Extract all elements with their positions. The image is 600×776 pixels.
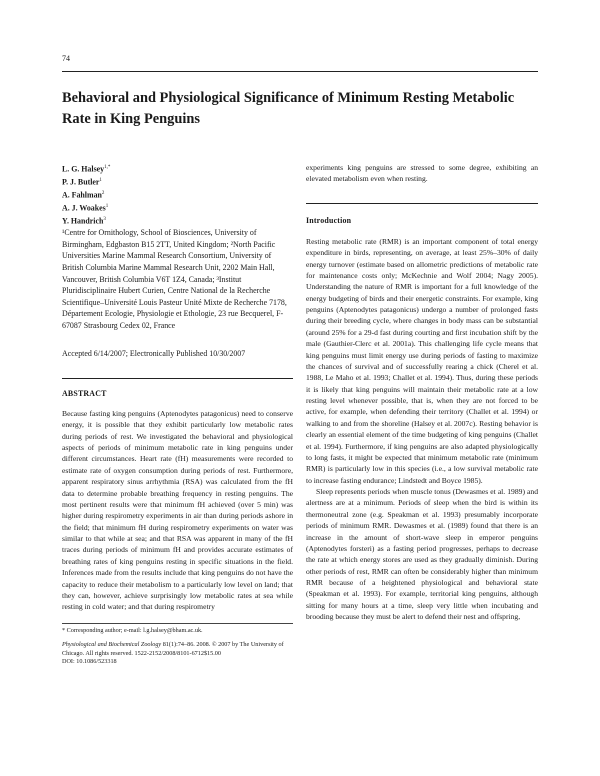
right-column [306, 162, 538, 623]
author-item [62, 188, 293, 201]
author-affiliation-mark: 3 [103, 217, 106, 223]
author-item [62, 175, 293, 188]
author-name: L. G. Halsey [62, 164, 105, 174]
author-affiliation-mark: 1 [105, 204, 109, 210]
footnote-divider [62, 623, 293, 624]
introduction-paragraph: Resting metabolic rate (RMR) is an important component of total energy expenditure in birds, representing, on average, at least 25%–30% of daily energy turnover (estimate based on allometric predictions of metabolic rate for maintenance costs only; McKechnie and Wolf 2004; Nagy 2005). Understanding the nature of RMR is important for a full knowledge of the energy budgeting of birds and their energetic constraints. For example, king penguins (Aptenodytes patagonicus) undergo a number of prolonged fasts during their breeding cycle, where changes in body mass can be substantial (around 25% for a 29-d fast during courting and first incubation shift by the male (Gauthier-Clerc et al. 2001a). This challenging life cycle means that king penguins must limit energy use during periods of fasting to maximize the chances of survival and of successfully rearing a chick (Cherel et al. 1988, Le Maho et al. 1993; Challet et al. 1994). Thus, during these periods it is likely that king penguins will maintain their metabolic rate at a low resting level whenever possible, that is, when they are not forced to be active, for example, when defending their territory (Challet et al. 1994) or walking to and from the shoreline (Halsey et al. 2007c). Resting behavior is clearly an essential element of the time budgeting of king penguins (Challet et al. 1994). Furthermore, if king penguins are also adapted physiologically to long fasts, it might be expected that minimum metabolic rate (minimum RMR) is particularly low in this species (i.e., a low survival metabolic rate to increase fasting endurance; Lindstedt and Boyce 1985). [306, 236, 538, 485]
introduction-heading: Introduction [306, 215, 352, 225]
affiliations: ¹Centre for Ornithology, School of Biosciences, University of Birmingham, Edgbaston B15 2TT, United Kingdom; ²North Pacific Universities Marine Mammal Research Consortium, University of British Columbia Marine Mammal Research Unit, 2202 Main Hall, Vancouver, British Columbia V6T 1Z4, Canada; ³Institut Pluridisciplinaire Hubert Curien, Centre National de la Recherche Scientifique–Université Louis Pasteur Unité Mixte de Recherche 7178, Département Ecologie, Physiologie et Ethologie, 23 rue Becquerel, F-67087 Strasbourg Cedex 02, France [62, 228, 287, 330]
author-name: P. J. Butler [62, 177, 100, 187]
abstract-text: Because fasting king penguins (Aptenodytes patagonicus) need to conserve energy, it is possible that they exhibit particularly low metabolic rates during periods of rest. We investigated the behavioral and physiological aspects of periods of minimum metabolic rate in king penguins under different circumstances. Heart rate (fH) measurements were recorded to estimate rate of oxygen consumption during periods of rest. Furthermore, apparent respiratory sinus arrhythmia (RSA) was calculated from the fH data to determine probable breathing frequency in resting penguins. The most pertinent results were that minimum fH achieved (over 5 min) was higher during respirometry experiments in air than during periods ashore in the field; that minimum fH during respirometry experiments on water was similar to that while at sea; and that RSA was apparent in many of the fH traces during periods of minimum fH and provides accurate estimates of breathing rates of king penguins resting in specific situations in the field. Inferences made from the results include that king penguins do not have the capacity to reduce their metabolism to a particularly low level on land; that they can, however, achieve surprisingly low metabolic rates at sea while resting in cold water; and that during respirometry [62, 408, 293, 612]
abstract-heading: ABSTRACT [62, 388, 107, 398]
article-title: Behavioral and Physiological Significance of Minimum Resting Metabolic Rate in King Penguins [62, 90, 515, 127]
journal-citation [62, 641, 293, 667]
author-affiliation-mark: 1,* [104, 165, 111, 170]
publication-dates: Accepted 6/14/2007; Electronically Published 10/30/2007 [62, 348, 246, 358]
author-name: A. J. Woakes [62, 203, 106, 213]
citation-details: 81(1):74–86. 2008. © 2007 by The University of Chicago. All rights reserved. 1522-2152/2008/8101-6712$15.00 [62, 641, 284, 657]
section-divider [62, 378, 293, 379]
corresponding-author-footnote: * Corresponding author; e-mail: l.g.halsey@bham.ac.uk. [62, 626, 203, 634]
page-number: 74 [62, 54, 70, 63]
author-affiliation-mark: 1 [99, 178, 102, 184]
author-list [62, 162, 293, 227]
author-name: Y. Handrich [62, 216, 104, 226]
introduction-paragraph: Sleep represents periods when muscle tonus (Dewasmes et al. 1989) and alertness are at a minimum. Periods of sleep when the bird is within its thermoneutral zone (e.g. Speakman et al. 1993) presumably incorporate periods of minimum RMR. Dewasmes et al. (1989) found that there is an increase in the amount of short-wave sleep in emperor penguins (Aptenodytes forsteri) as a fasting period progresses, perhaps to decrease the rate at which energy stores are used as they gradually diminish. During other periods of rest, RMR can often be considerably higher than minimum RMR because of a heightened physiological and behavioral state (Speakman et al. 1993). For example, territorial king penguins, although sitting for many hours at a time, sleep very little when incubating and brooding because they must be alert to defend their nest and offspring, [306, 487, 538, 622]
abstract-continuation: experiments king penguins are stressed to some degree, exhibiting an elevated metabolism even when resting. [306, 163, 538, 184]
citation-doi: DOI: 10.1086/523318 [62, 658, 117, 666]
header-rule [62, 71, 538, 72]
section-divider [306, 203, 538, 204]
author-item [62, 214, 293, 227]
author-name: A. Fahlman [62, 190, 102, 200]
author-item [62, 162, 293, 175]
author-item [62, 201, 293, 214]
author-affiliation-mark: 2 [101, 191, 105, 197]
journal-name: Physiological and Biochemical Zoology [62, 641, 162, 649]
left-column [62, 162, 293, 667]
